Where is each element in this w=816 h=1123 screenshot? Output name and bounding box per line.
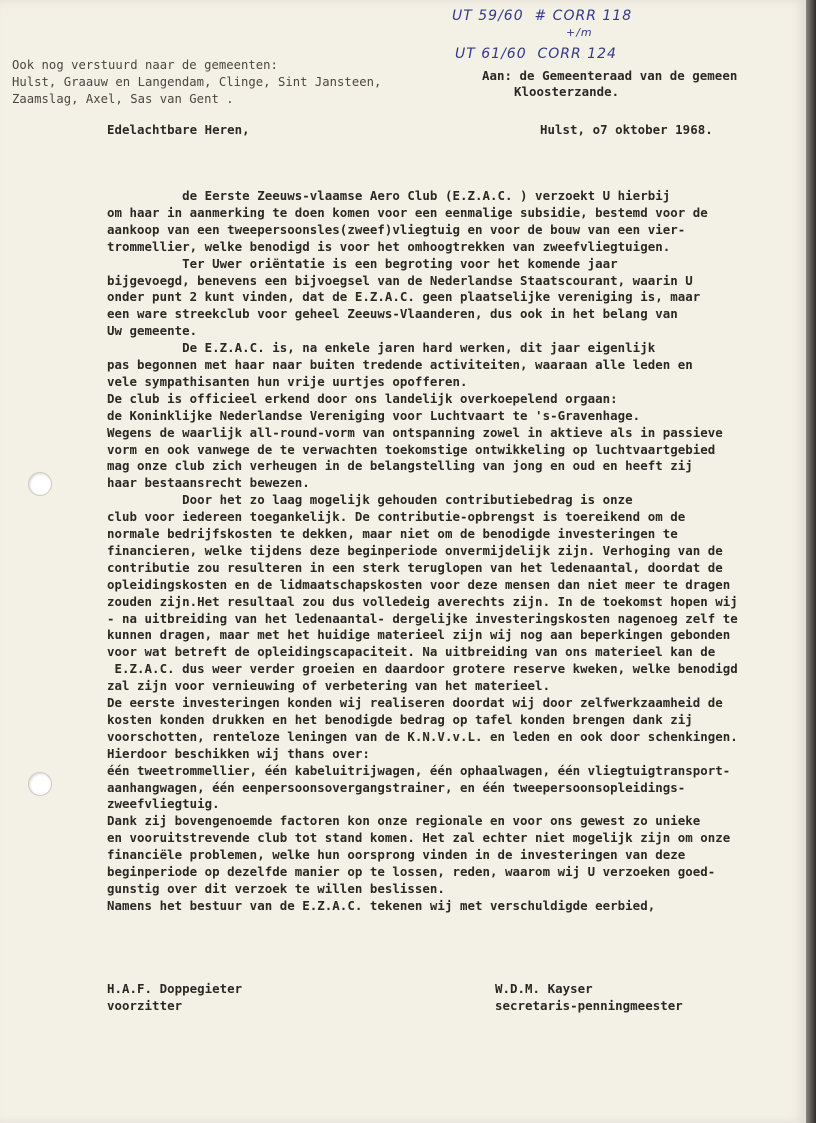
copy-note-line: Hulst, Graauw en Langendam, Clinge, Sint Jansteen, [12,75,382,89]
body-line: opleidingskosten en de lidmaatschapskosten voor deze mensen dan niet meer te dragen [107,576,731,592]
body-line: beginperiode op dezelfde manier op te lossen, reden, waarom wij U verzoeken goed- [107,864,716,879]
signatory-left-role: voorzitter [107,998,183,1013]
body-line: club voor iedereen toegankelijk. De contributie-opbrengst is toereikend om de [107,509,686,525]
body-line: Wegens de waarlijk all-round-vorm van ontspanning zowel in aktieve als in passieve [107,424,723,440]
body-line: de Koninklijke Nederlandse Vereniging voor Luchtvaart te 's-Gravenhage. [107,407,641,423]
body-line: trommellier, welke benodigd is voor het omhoogtrekken van zweefvliegtuigen. [107,238,671,254]
address-line: Aan: de Gemeenteraad van de gemeen [482,68,738,83]
address-line: Kloosterzande. [514,84,620,99]
body-line: voor wat betreft de opleidingscapaciteit. Na uitbreiding van ons materieel kan de [107,644,716,660]
body-line: Ter Uwer oriëntatie is een begroting voor het komende jaar [107,255,618,271]
punch-hole [28,472,52,496]
body-line: vorm en ook vanwege de te verwachten toekomstige ontwikkeling op luchtvaartgebied [107,441,716,457]
handwritten-note-2: UT 61/60 CORR 124 [455,46,617,62]
salutation: Edelachtbare Heren, [107,122,250,137]
body-line: E.Z.A.C. dus weer verder groeien en daardoor grotere reserve kweken, welke benodigd [107,661,738,677]
body-line: De eerste investeringen konden wij realiseren doordat wij door zelfwerkzaamheid de [107,695,723,710]
body-line: zouden zijn.Het resultaal zou dus volledeig averechts zijn. In de toekomst hopen wij [107,593,738,609]
body-line: normale bedrijfskosten te dekken, maar niet om de benodigde investeringen te [107,526,678,541]
body-line: vele sympathisanten hun vrije uurtjes opofferen. [107,373,468,389]
copy-note-line: Zaamslag, Axel, Sas van Gent . [12,92,234,106]
handwritten-note-1: UT 59/60 # CORR 118 [452,8,633,24]
body-line: de Eerste Zeeuws-vlaamse Aero Club (E.Z.A.C. ) verzoekt U hierbij [107,188,671,203]
signatory-right-role: secretaris-penningmeester [495,998,683,1013]
body-line: haar bestaansrecht bewezen. [107,475,310,491]
body-line: - na uitbreiding van het ledenaantal- dergelijke investeringskosten nagenoeg zelf te [107,610,738,626]
body-line: kosten konden drukken en het benodigde bedrag op tafel konden brengen dank zij [107,711,693,727]
body-line: Dank zij bovengenoemde factoren kon onze regionale en voor ons gewest zo unieke [107,813,701,829]
body-line: zal zijn voor vernieuwing of verbetering van het materieel. [107,678,551,694]
body-line: Uw gemeente. [107,323,198,339]
body-line: De club is officieel erkend door ons landelijk overkoepelend orgaan: [107,390,618,406]
body-line: zweefvliegtuig. [107,796,220,812]
body-line: bijgevoegd, benevens een bijvoegsel van de Nederlandse Staatscourant, waarin U [107,272,693,288]
body-line: aankoop van een tweepersoonsles(zweef)vliegtuig en voor de bouw van een vier- [107,221,686,237]
body-line: Hierdoor beschikken wij thans over: [107,745,370,761]
body-line: mag onze club zich verheugen in de belangstelling van jong en oud en heeft zij [107,458,693,474]
body-line: om haar in aanmerking te doen komen voor een eenmalige subsidie, bestemd voor de [107,204,708,220]
place-date: Hulst, o7 oktober 1968. [540,122,713,137]
body-line: en vooruitstrevende club tot stand komen. Het zal echter niet mogelijk zijn om onze [107,830,731,846]
body-line: pas begonnen met haar naar buiten tredende activiteiten, waaraan alle leden en [107,357,693,372]
signatory-right-name: W.D.M. Kayser [495,981,593,996]
body-line: De E.Z.A.C. is, na enkele jaren hard werken, dit jaar eigenlijk [107,340,656,356]
signatory-left-name: H.A.F. Doppegieter [107,981,243,996]
handwritten-note-1b: +/m [566,26,593,39]
body-line: kunnen dragen, maar met het huidige materieel zijn wij nog aan beperkingen gebonden [107,627,731,643]
body-line: Namens het bestuur van de E.Z.A.C. tekenen wij met verschuldigde eerbied, [107,897,656,913]
body-line: financiële problemen, welke hun oorsprong vinden in de investeringen van deze [107,847,686,863]
page-edge [806,0,816,1123]
body-line: voorschotten, renteloze leningen van de K.N.V.v.L. en leden en ook door schenkingen. [107,728,738,744]
body-line: één tweetrommellier, één kabeluitrijwagen, één ophaalwagen, één vliegtuigtransport- [107,762,731,778]
body-line: aanhangwagen, één eenpersoonsovergangstrainer, en één tweepersoonsopleidings- [107,779,686,795]
body-line: gunstig over dit verzoek te willen beslissen. [107,880,445,896]
body-line: onder punt 2 kunt vinden, dat de E.Z.A.C. geen plaatselijke vereniging is, maar [107,289,701,305]
body-line: contributie zou resulteren in een sterk teruglopen van het ledenaantal, doordat de [107,559,723,575]
copy-note-line: Ook nog verstuurd naar de gemeenten: [12,58,278,72]
punch-hole [28,772,52,796]
body-line: financieren, welke tijdens deze beginperiode onvermijdelijk zijn. Verhoging van de [107,542,723,558]
body-line: een ware streekclub voor geheel Zeeuws-Vlaanderen, dus ook in het belang van [107,306,678,322]
body-line: Door het zo laag mogelijk gehouden contributiebedrag is onze [107,492,633,508]
